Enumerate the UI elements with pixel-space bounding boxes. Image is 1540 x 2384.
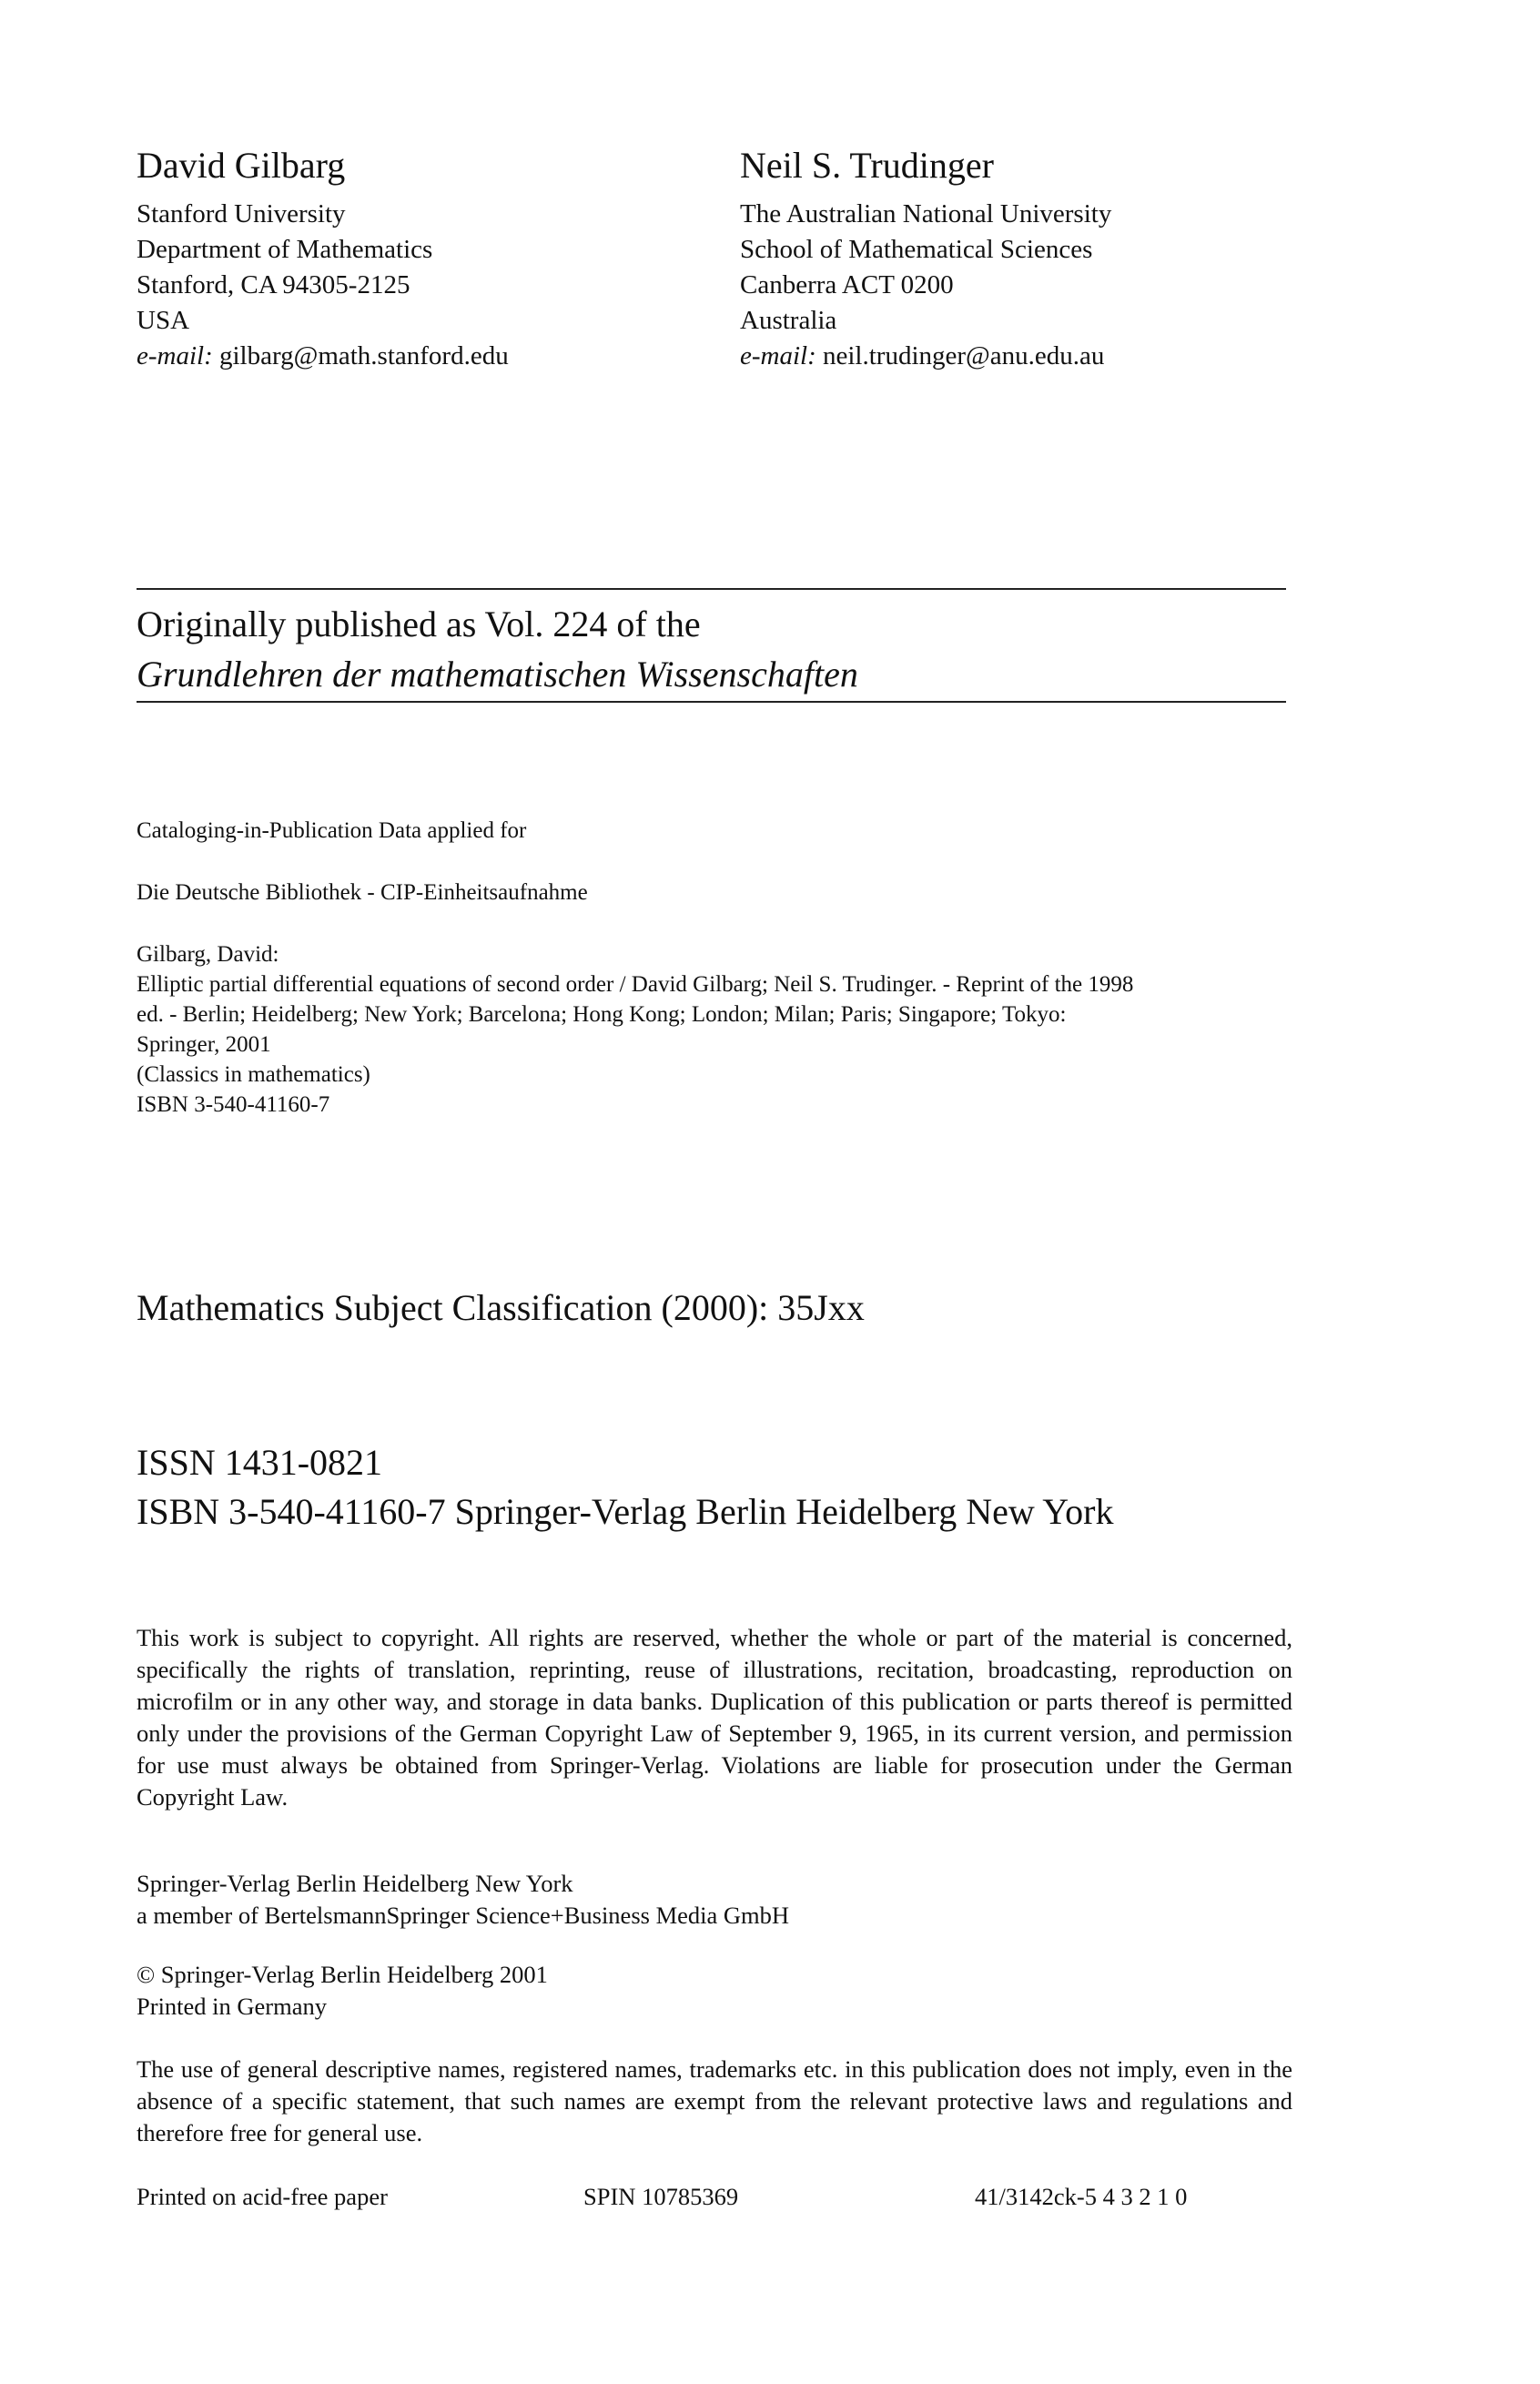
- cip-entry-line: Elliptic partial differential equations of second order / David Gilbarg; Neil S. Trudinger. - Reprint of the 1998: [137, 972, 1134, 997]
- cip-entry: [137, 939, 1292, 1120]
- author-department: Department of Mathematics: [137, 235, 433, 264]
- author-country: USA: [137, 306, 190, 335]
- author-affiliation: The Australian National University: [740, 199, 1112, 228]
- printed-in: Printed in Germany: [137, 1993, 328, 2020]
- publisher-parent: a member of BertelsmannSpringer Science+Business Media GmbH: [137, 1902, 790, 1929]
- author-department: School of Mathematical Sciences: [740, 235, 1093, 264]
- author-name: David Gilbarg: [137, 145, 346, 186]
- author-city: Stanford, CA 94305-2125: [137, 270, 410, 299]
- author-city: Canberra ACT 0200: [740, 270, 954, 299]
- author-block-trudinger: [740, 144, 1304, 374]
- isbn: ISBN 3-540-41160-7 Springer-Verlag Berlin Heidelberg New York: [137, 1491, 1114, 1532]
- author-email: neil.trudinger@anu.edu.au: [823, 341, 1105, 370]
- author-email-line: [137, 339, 719, 374]
- original-series-title: Grundlehren der mathematischen Wissenschaften: [137, 654, 858, 695]
- copyright-notice: [137, 1622, 1292, 1813]
- issn: ISSN 1431-0821: [137, 1442, 383, 1483]
- divider-bottom: [137, 701, 1286, 703]
- copyright-line: © Springer-Verlag Berlin Heidelberg 2001: [137, 1961, 548, 1988]
- subject-classification: Mathematics Subject Classification (2000): 35Jxx: [137, 1287, 865, 1328]
- email-label: e-mail:: [137, 341, 213, 370]
- trademark-notice-text: The use of general descriptive names, registered names, trademarks etc. in this publication does not imply, even in the absence of a specific statement, that such names are exempt from the relevant protective laws and regulations and therefore free for general use.: [137, 2055, 1292, 2146]
- author-affiliation: Stanford University: [137, 199, 346, 228]
- cip-entry-line: ed. - Berlin; Heidelberg; New York; Barcelona; Hong Kong; London; Milan; Paris; Singapore; Tokyo:: [137, 1002, 1067, 1027]
- cip-entry-line: (Classics in mathematics): [137, 1062, 370, 1087]
- author-name: Neil S. Trudinger: [740, 145, 994, 186]
- cip-entry-line: ISBN 3-540-41160-7: [137, 1092, 330, 1117]
- copyright-notice-text: This work is subject to copyright. All rights are reserved, whether the whole or part of the material is concerned, specifically the rights of translation, reprinting, reuse of illustrations, recitation, broadcasting, reproduction on microfilm or in any other way, and storage in data banks. Duplication of this publication or parts thereof is permitted only under the provisions of the German Copyright Law of September 9, 1965, in its current version, and permission for use must always be obtained from Springer-Verlag. Violations are liable for prosecution under the German Copyright Law.: [137, 1624, 1292, 1811]
- trademark-notice: [137, 2054, 1292, 2149]
- original-series-volume: Originally published as Vol. 224 of the: [137, 604, 701, 644]
- author-country: Australia: [740, 306, 837, 335]
- cip-applied: Cataloging-in-Publication Data applied for: [137, 818, 527, 843]
- original-publication: [137, 599, 1286, 699]
- author-email-line: [740, 339, 1304, 374]
- print-code: 41/3142ck-5 4 3 2 1 0: [975, 2183, 1188, 2210]
- cip-bibliothek: Die Deutsche Bibliothek - CIP-Einheitsaufnahme: [137, 880, 588, 905]
- copyright-info: [137, 1959, 548, 2023]
- cip-entry-line: Springer, 2001: [137, 1032, 271, 1057]
- divider-top: [137, 588, 1286, 590]
- publisher-name: Springer-Verlag Berlin Heidelberg New York: [137, 1870, 573, 1897]
- cip-entry-line: Gilbarg, David:: [137, 942, 279, 967]
- acid-free-paper: Printed on acid-free paper: [137, 2183, 388, 2210]
- author-block-gilbarg: [137, 144, 719, 374]
- publisher-info: [137, 1868, 789, 1932]
- author-email: gilbarg@math.stanford.edu: [219, 341, 509, 370]
- spin-number: SPIN 10785369: [583, 2183, 739, 2210]
- email-label: e-mail:: [740, 341, 816, 370]
